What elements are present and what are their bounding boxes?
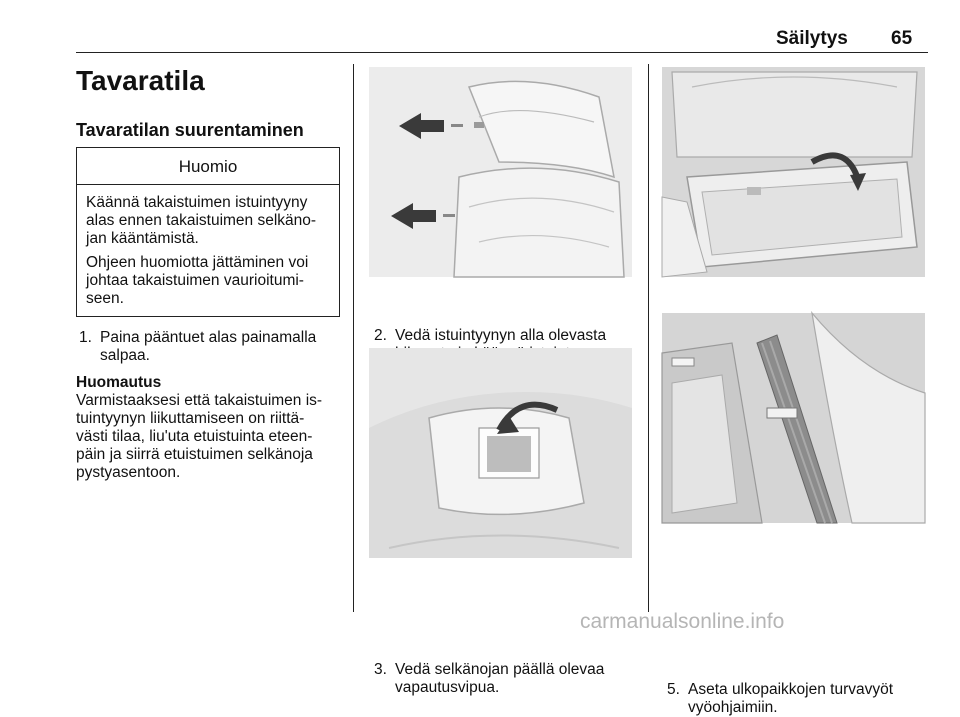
watermark: carmanualsonline.info <box>580 610 785 633</box>
column-divider-2 <box>648 64 649 612</box>
caution-heading: Huomio <box>77 148 339 185</box>
figure-headrest-arrows <box>369 67 632 277</box>
step-number: 3. <box>374 661 387 678</box>
section-title: Säilytys <box>776 28 848 49</box>
text-line: Käännä takaistuimen istuintyyny <box>86 194 308 211</box>
caution-box <box>76 147 340 317</box>
caution-paragraph-2 <box>86 254 330 308</box>
caution-paragraph-1 <box>86 194 330 248</box>
figure-belt-illustration <box>662 313 925 523</box>
text-line: Ohjeen huomiotta jättäminen voi <box>86 254 309 271</box>
figure-seat-illustration <box>369 67 632 277</box>
step-1 <box>79 329 349 365</box>
text-line: alas ennen takaistuimen selkäno- <box>86 212 317 229</box>
text-line: Varmistaaksesi että takaistuimen is- <box>76 392 323 409</box>
page-heading: Tavaratila <box>76 65 205 96</box>
step-number: 5. <box>667 681 680 698</box>
page-number: 65 <box>891 28 913 49</box>
caution-body <box>77 185 339 308</box>
text-line: Vedä selkänojan päällä olevaa <box>395 661 605 678</box>
note-block <box>76 374 352 482</box>
text-line: Aseta ulkopaikkojen turvavyöt <box>688 681 894 698</box>
text-line: Vedä istuintyynyn alla olevasta <box>395 327 607 344</box>
text-line: tuintyynyn liikuttamiseen on riittä- <box>76 410 305 427</box>
step-number: 1. <box>79 329 92 346</box>
text-line: jan kääntämistä. <box>86 230 199 247</box>
text-line: johtaa takaistuimen vaurioitumi- <box>86 272 304 289</box>
step-5 <box>667 681 937 717</box>
figure-fold-illustration <box>662 67 925 277</box>
figure-strap-illustration <box>369 348 632 558</box>
text-line: päin ja siirrä etuistuimen selkänoja <box>76 446 313 463</box>
figure-backrest-fold <box>662 67 925 277</box>
text-line: västi tilaa, liu'uta etuistuinta eteen- <box>76 428 313 445</box>
step-3 <box>374 661 644 697</box>
section-subheading: Tavaratilan suurentaminen <box>76 120 304 140</box>
text-line: salpaa. <box>100 347 150 364</box>
figure-cushion-strap <box>369 348 632 558</box>
text-line: seen. <box>86 290 124 307</box>
text-line: pystyasentoon. <box>76 464 181 481</box>
figure-belt-guide <box>662 313 925 523</box>
header-rule <box>76 52 928 53</box>
note-heading: Huomautus <box>76 374 162 391</box>
text-line: vapautusvipua. <box>395 679 500 696</box>
text-line: Paina pääntuet alas painamalla <box>100 329 317 346</box>
step-number: 2. <box>374 327 387 344</box>
column-divider-1 <box>353 64 354 612</box>
text-line: vyöohjaimiin. <box>688 699 778 716</box>
